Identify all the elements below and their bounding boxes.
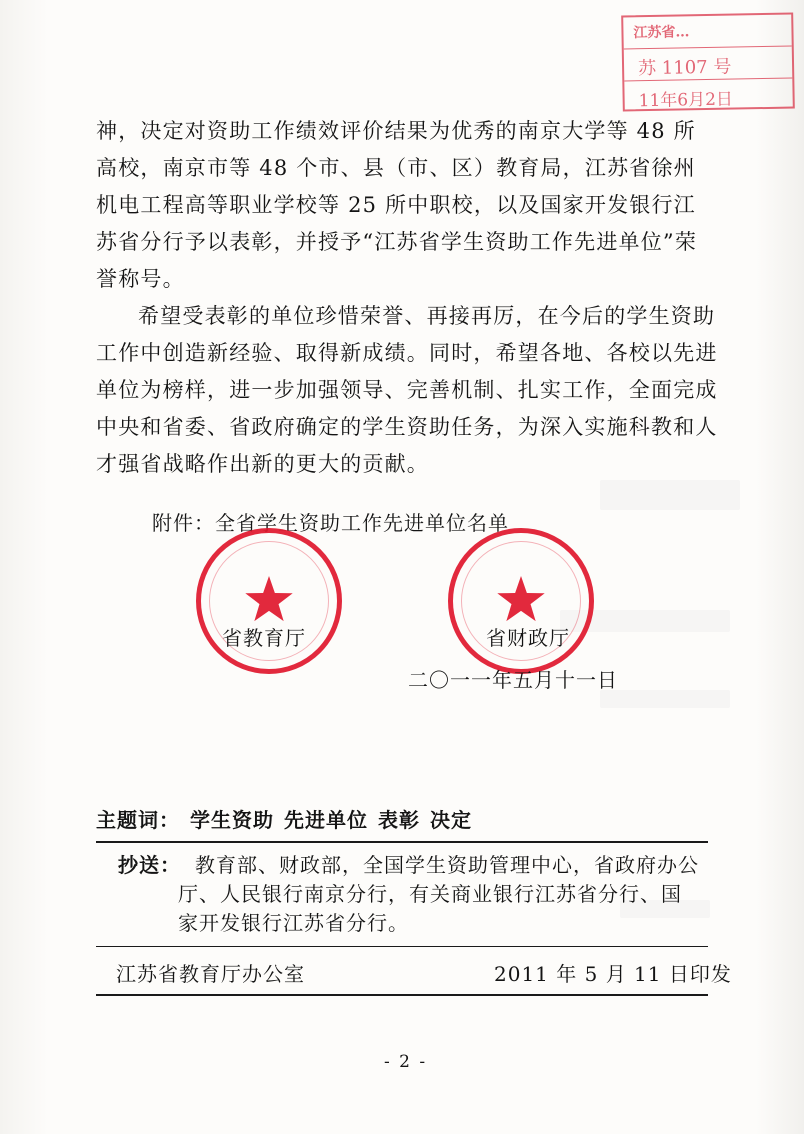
paragraph-1: 神，决定对资助工作绩效评价结果为优秀的南京大学等 48 所高校，南京市等 48 个市、县（市、区）教育局，江苏省徐州机电工程高等职业学校等 25 所中职校，以及国家开发银行江苏省分行予以表彰，并授予“江苏省学生资助工作先进单位”荣誉称号。 — [96, 119, 698, 291]
seal-star-icon — [243, 575, 295, 627]
page-number: - 2 - — [384, 1052, 428, 1072]
footer-rule — [96, 994, 708, 996]
keywords-rule — [96, 841, 708, 843]
issue-date: 二〇一一年五月十一日 — [408, 668, 618, 692]
keywords-label: 主题词： — [96, 808, 180, 832]
issuing-office: 江苏省教育厅办公室 — [116, 962, 305, 986]
keyword: 决定 — [430, 808, 472, 832]
cc-block — [118, 851, 708, 938]
education-dept-seal — [196, 528, 342, 674]
bleed-through-mark — [600, 480, 740, 510]
keyword: 表彰 — [378, 808, 420, 832]
received-stamp-line3: 11年6月2日 — [638, 89, 734, 112]
attachment-line: 附件：全省学生资助工作先进单位名单 — [152, 511, 509, 535]
cc-label: 抄送： — [118, 853, 181, 877]
body-text — [96, 113, 718, 483]
keyword: 学生资助 — [190, 808, 274, 832]
cc-line: 教育部、财政部，全国学生资助管理中心，省政府办公 — [195, 853, 699, 877]
signer-right: 省财政厅 — [486, 626, 570, 650]
signer-left: 省教育厅 — [222, 626, 306, 650]
received-stamp-line2: 苏 1107 号 — [637, 56, 732, 80]
seal-star-icon — [495, 575, 547, 627]
cc-line: 家开发银行江苏省分行。 — [178, 911, 409, 935]
bleed-through-mark — [600, 690, 730, 708]
paragraph-2: 希望受表彰的单位珍惜荣誉、再接再厉，在今后的学生资助工作中创造新经验、取得新成绩。同时，希望各地、各校以先进单位为榜样，进一步加强领导、完善机制、扎实工作，全面完成中央和省委、省政府确定的学生资助任务，为深入实施科教和人才强省战略作出新的更大的贡献。 — [96, 304, 718, 476]
print-date: 2011 年 5 月 11 日印发 — [494, 962, 732, 986]
cc-line: 厅、人民银行南京分行，有关商业银行江苏省分行、国 — [178, 882, 682, 906]
cc-rule — [96, 946, 708, 947]
finance-dept-seal — [448, 528, 594, 674]
keywords-line — [96, 804, 472, 833]
keyword: 先进单位 — [284, 808, 368, 832]
received-stamp — [621, 13, 795, 112]
received-stamp-line1: 江苏省… — [633, 24, 690, 42]
